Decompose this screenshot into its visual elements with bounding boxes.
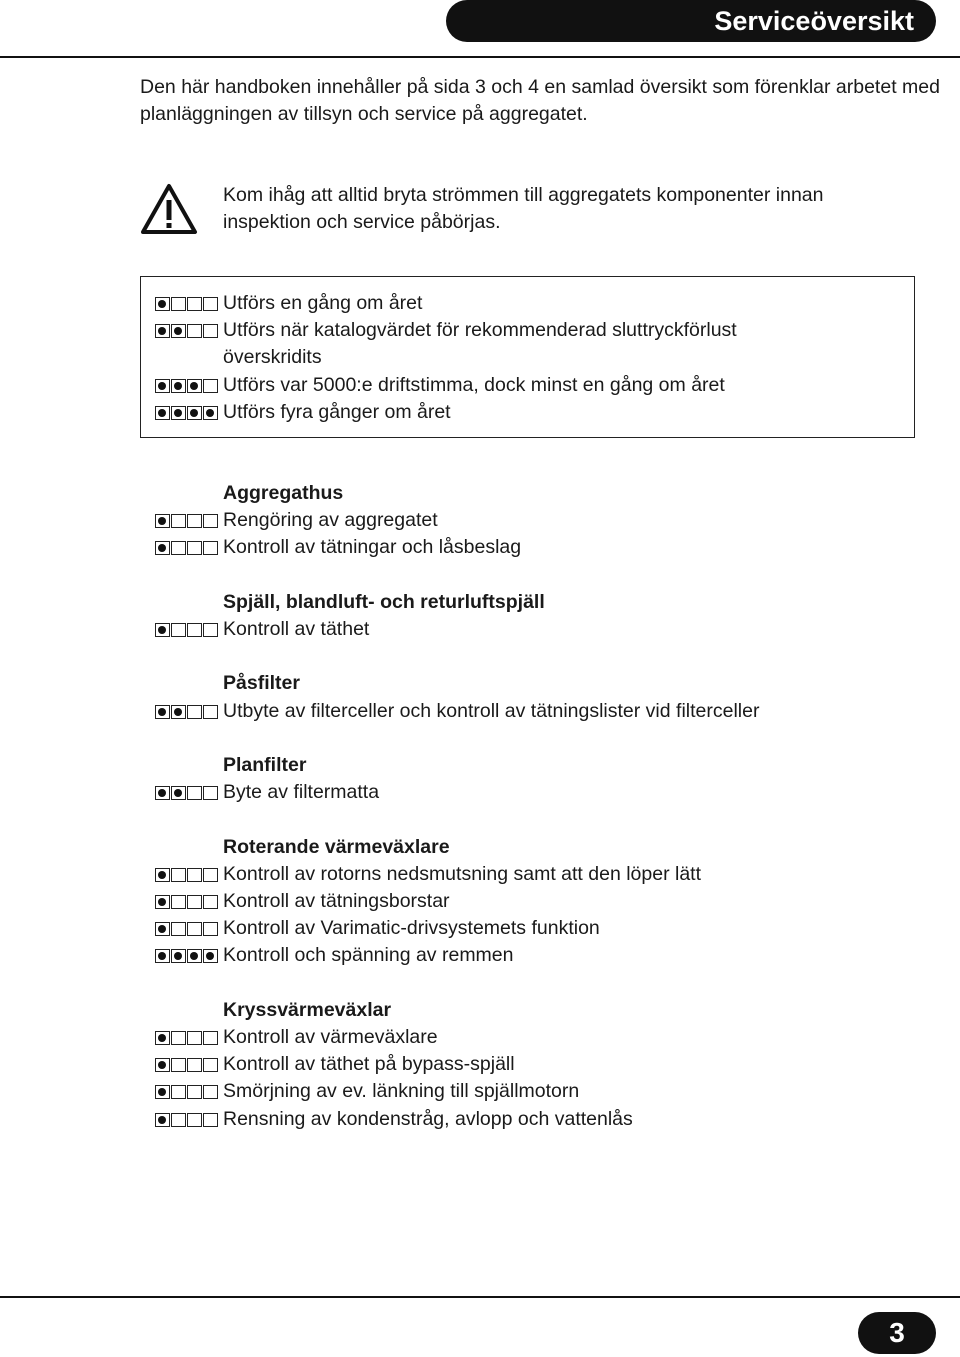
empty-box-icon	[203, 541, 218, 555]
empty-box-icon	[203, 868, 218, 882]
filled-dot-icon	[171, 406, 186, 420]
filled-dot-icon	[171, 705, 186, 719]
filled-dot-icon	[155, 379, 170, 393]
empty-box-icon	[187, 541, 202, 555]
empty-box-icon	[171, 1113, 186, 1127]
empty-box-icon	[187, 1113, 202, 1127]
filled-dot-icon	[155, 541, 170, 555]
filled-dot-icon	[155, 623, 170, 637]
empty-box-icon	[203, 1058, 218, 1072]
footer-divider	[0, 1296, 960, 1298]
empty-box-icon	[187, 705, 202, 719]
frequency-indicator	[155, 324, 219, 338]
empty-box-icon	[171, 297, 186, 311]
empty-box-icon	[171, 1058, 186, 1072]
empty-box-icon	[203, 786, 218, 800]
empty-box-icon	[203, 705, 218, 719]
legend-item-text: överskridits	[223, 346, 322, 369]
service-task: Kontroll och spänning av remmen	[223, 944, 514, 967]
filled-dot-icon	[187, 406, 202, 420]
warning-triangle-icon	[140, 182, 198, 236]
service-task: Kontroll av täthet på bypass-spjäll	[223, 1053, 515, 1076]
service-task: Kontroll av Varimatic-drivsystemets funktion	[223, 917, 600, 940]
filled-dot-icon	[187, 949, 202, 963]
warning-line-1: Kom ihåg att alltid bryta strömmen till aggregatets komponenter innan	[223, 184, 824, 206]
service-task: Kontroll av värmeväxlare	[223, 1026, 438, 1048]
filled-dot-icon	[203, 406, 218, 420]
service-task: Kontroll av tätningsborstar	[223, 890, 450, 912]
filled-dot-icon	[155, 406, 170, 420]
empty-box-icon	[187, 868, 202, 882]
empty-box-icon	[203, 1085, 218, 1099]
filled-dot-icon	[171, 379, 186, 393]
legend-item-text: Utförs fyra gånger om året	[223, 400, 451, 423]
frequency-indicator	[155, 895, 219, 909]
service-task: Smörjning av ev. länkning till spjällmotorn	[223, 1080, 580, 1103]
frequency-indicator	[155, 514, 219, 528]
filled-dot-icon	[171, 324, 186, 338]
frequency-indicator	[155, 949, 219, 963]
empty-box-icon	[203, 1113, 218, 1127]
empty-box-icon	[171, 623, 186, 637]
empty-box-icon	[203, 297, 218, 311]
page-number-badge	[858, 1312, 936, 1354]
section-heading: Planfilter	[223, 754, 307, 776]
warning-text	[223, 182, 923, 236]
frequency-indicator	[155, 541, 219, 555]
empty-box-icon	[187, 297, 202, 311]
empty-box-icon	[203, 514, 218, 528]
frequency-indicator	[155, 406, 219, 420]
page-title-badge	[446, 0, 936, 42]
empty-box-icon	[187, 324, 202, 338]
frequency-indicator	[155, 297, 219, 311]
filled-dot-icon	[155, 514, 170, 528]
filled-dot-icon	[155, 705, 170, 719]
empty-box-icon	[187, 1085, 202, 1099]
page-title: Serviceöversikt	[714, 5, 914, 36]
warning-line-2: inspektion och service påbörjas.	[223, 211, 501, 233]
frequency-indicator	[155, 705, 219, 719]
filled-dot-icon	[155, 324, 170, 338]
filled-dot-icon	[155, 1113, 170, 1127]
empty-box-icon	[203, 1031, 218, 1045]
empty-box-icon	[203, 895, 218, 909]
filled-dot-icon	[203, 949, 218, 963]
service-task: Rensning av kondenstråg, avlopp och vattenlås	[223, 1107, 633, 1130]
frequency-indicator	[155, 623, 219, 637]
empty-box-icon	[171, 541, 186, 555]
service-task: Byte av filtermatta	[223, 781, 380, 804]
frequency-indicator	[155, 1085, 219, 1099]
empty-box-icon	[203, 324, 218, 338]
service-task: Utbyte av filterceller och kontroll av tätningslister vid filterceller	[223, 699, 760, 722]
legend-item-text: Utförs när katalogvärdet för rekommenderad sluttryckförlust	[223, 319, 737, 342]
empty-box-icon	[187, 922, 202, 936]
section-heading: Påsfilter	[223, 672, 300, 695]
filled-dot-icon	[155, 1031, 170, 1045]
intro-text: Den här handboken innehåller på sida 3 och 4 en samlad översikt som förenklar arbetet med planläggningen av tillsyn och service på aggregatet.	[140, 76, 940, 125]
frequency-indicator	[155, 1031, 219, 1045]
filled-dot-icon	[155, 786, 170, 800]
filled-dot-icon	[155, 949, 170, 963]
filled-dot-icon	[155, 1058, 170, 1072]
empty-box-icon	[171, 1085, 186, 1099]
service-task: Kontroll av täthet	[223, 618, 370, 640]
empty-box-icon	[187, 623, 202, 637]
frequency-indicator	[155, 868, 219, 882]
empty-box-icon	[171, 922, 186, 936]
service-task: Kontroll av tätningar och låsbeslag	[223, 536, 522, 559]
empty-box-icon	[171, 895, 186, 909]
section-heading: Spjäll, blandluft- och returluftspjäll	[223, 590, 545, 613]
frequency-indicator	[155, 922, 219, 936]
empty-box-icon	[171, 868, 186, 882]
filled-dot-icon	[155, 868, 170, 882]
empty-box-icon	[171, 514, 186, 528]
section-heading: Aggregathus	[223, 482, 344, 504]
empty-box-icon	[187, 1058, 202, 1072]
empty-box-icon	[203, 623, 218, 637]
empty-box-icon	[187, 786, 202, 800]
empty-box-icon	[187, 895, 202, 909]
empty-box-icon	[187, 1031, 202, 1045]
filled-dot-icon	[155, 1085, 170, 1099]
page-number: 3	[889, 1317, 905, 1348]
section-heading: Roterande värmeväxlare	[223, 835, 450, 858]
frequency-indicator	[155, 1058, 219, 1072]
legend-item-text: Utförs var 5000:e driftstimma, dock minst en gång om året	[223, 373, 725, 396]
filled-dot-icon	[171, 949, 186, 963]
filled-dot-icon	[171, 786, 186, 800]
frequency-indicator	[155, 1113, 219, 1127]
frequency-indicator	[155, 786, 219, 800]
empty-box-icon	[187, 514, 202, 528]
section-heading: Kryssvärmeväxlar	[223, 998, 392, 1021]
legend-item-text: Utförs en gång om året	[223, 292, 423, 314]
header-divider	[0, 56, 960, 58]
filled-dot-icon	[187, 379, 202, 393]
empty-box-icon	[203, 922, 218, 936]
filled-dot-icon	[155, 895, 170, 909]
service-task: Kontroll av rotorns nedsmutsning samt att den löper lätt	[223, 862, 701, 885]
empty-box-icon	[203, 379, 218, 393]
frequency-indicator	[155, 379, 219, 393]
filled-dot-icon	[155, 922, 170, 936]
filled-dot-icon	[155, 297, 170, 311]
service-task: Rengöring av aggregatet	[223, 509, 438, 532]
empty-box-icon	[171, 1031, 186, 1045]
